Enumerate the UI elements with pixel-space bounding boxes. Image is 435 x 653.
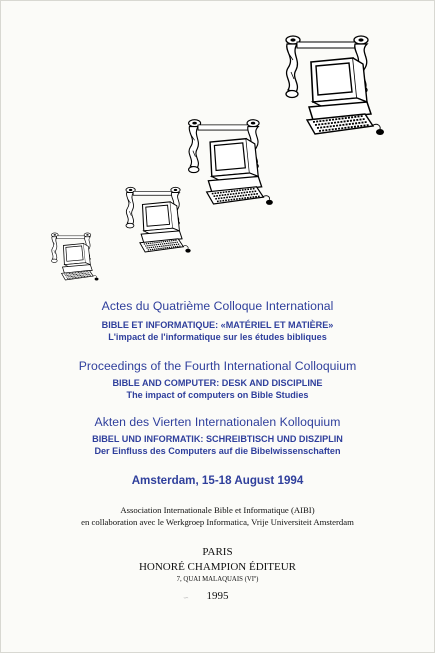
french-series-title: Actes du Quatrième Colloque International: [101, 299, 334, 313]
german-book-subtitle: Der Einfluss des Computers auf die Bibelwissenschaften: [94, 446, 341, 456]
publisher-address: 7, QUAI MALAQUAIS (VIº): [176, 576, 259, 583]
publisher-city: PARIS: [202, 546, 233, 558]
german-series-title: Akten des Vierten Internationalen Kolloquium: [94, 415, 341, 429]
cover-illustration: [0, 0, 435, 290]
german-book-title: BIBEL UND INFORMATIK: SCHREIBTISCH UND DISZIPLIN: [92, 434, 343, 444]
publication-year: 1995: [206, 590, 229, 602]
publisher-name: HONORÉ CHAMPION ÉDITEUR: [138, 561, 297, 573]
french-book-subtitle: L'impact de l'informatique sur les études bibliques: [108, 332, 327, 342]
english-book-subtitle: The impact of computers on Bible Studies: [126, 390, 309, 400]
organization-line-1: Association Internationale Bible et Informatique (AIBI): [120, 505, 315, 515]
scan-mark: ∽: [183, 595, 189, 602]
english-series-title: Proceedings of the Fourth International Colloquium: [78, 359, 357, 373]
organization-line-2: en collaboration avec le Werkgroep Informatica, Vrije Universiteit Amsterdam: [81, 517, 354, 527]
english-book-title: BIBLE AND COMPUTER: DESK AND DISCIPLINE: [112, 378, 323, 388]
conference-place-date: Amsterdam, 15-18 August 1994: [131, 474, 304, 487]
french-book-title: BIBLE ET INFORMATIQUE: «MATÉRIEL ET MATIÈRE»: [101, 320, 334, 330]
